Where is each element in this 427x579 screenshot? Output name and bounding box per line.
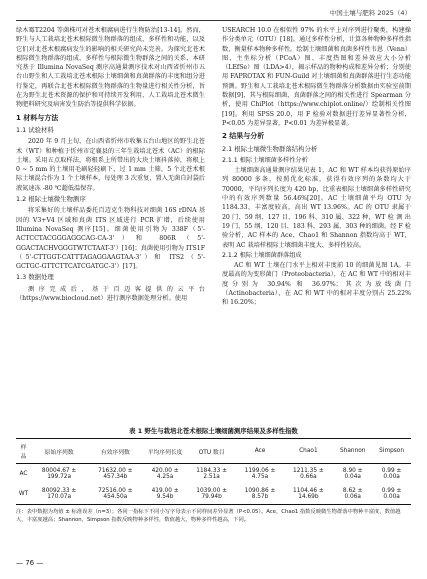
table-cell: AC [19, 471, 28, 477]
table-cell: 0.99 ± 0.00a [381, 488, 402, 500]
table-cell: 419.00 ± 9.54b [151, 488, 179, 500]
table-header-cell: Chao1 [299, 448, 318, 454]
subsection-heading: 2.1 根际土壤微生物群落结构分析 [222, 144, 318, 153]
table-header-cell: 原始序列数 [44, 449, 74, 456]
paragraph: USEARCH 10.0 在相似性 97% 的水平上对序列进行聚类，构建操作分类单元（OTU）[18]。通过多样性分析，计算各种物种多样性指数，衡量样本物种多样性。绘制土壤细菌和真菌多样性韦恩（Venn）图、主坐标分析（PCoA）图、丰度热图和差异效应大小分析（LEfSe）图（LDA>4），揭示样品的物种构成和差异分析；分别使用 FAPROTAX 和 FUN-Guild 对土壤细菌和真菌群落进行生态功能预测。野生和人工栽培北苍术根际微生物群落分析数据由实验室前期数据[9]，其与根际细菌、真菌群落之间的相关性进行 Spearman 分析，使用 ChiPlot（https://www.chiplot.online/）绘制相关性图[19]。利用 SPSS 20.0，用 F 检验对数据进行差异显著性分析，P<0.05 为差异显著，P<0.01 为差异极显著。 [222, 27, 411, 127]
table-cell: 80092.33 ± 170.07a [41, 488, 77, 500]
table-row [16, 484, 411, 505]
table-cell: 1199.06 ± 4.75a [244, 468, 276, 480]
table-header-cell: Shannon [339, 448, 366, 454]
table-header-cell: Simpson [379, 448, 405, 454]
header-rule [16, 20, 411, 21]
section-heading: 1 材料与方法 [16, 113, 59, 122]
table-cell: 1090.86 ± 8.57b [244, 488, 276, 500]
subsubsection-heading: 2.1.2 根际土壤细菌群落组成 [222, 251, 302, 259]
paragraph: AC 和 WT 土壤在门水平上相对丰度前 10 的细菌见图 1A。丰度最高的为变形菌门（Proteobacteria），在 AC 和 WT 中的相对丰度分别为 30.94% 和 36.97%；其次为放线菌门（Actinobacteria），在 AC 和 WT 中的相对丰度分别占 25.22% 和 16.20%； [222, 262, 411, 307]
table-cell: 1104.46 ± 14.69b [293, 488, 324, 500]
paragraph: 绿木霉T2204 等菌株可对苍术根腐病进行生物防治[13-14]。然而，野生与人工栽培北苍术根际微生物群落的组成、多样性和功能，以及它们对北苍术根腐病发生的影响的相关研究尚未完善。为探究北苍术根际微生物群落的组成、多样性与根际微生物群落之间的关系，本研究基于 Illumina NovaSeq 测序高通量测序技术对山西省忻州市五台山野生和人工栽培北苍术根际土壤细菌和真菌群落的丰度和组分进行鉴定，再联合北苍术根际微生物群落的生物量进行相关性分析，旨在为野生北苍术资源的保护和可持续开发利用、人工栽培北苍术微生物肥料研究及病害发生防治等提供科学依据。 [16, 27, 205, 109]
left-column [16, 26, 205, 304]
paragraph: 将采集好的土壤样品委托百迈克生物科技对细菌 16S rDNA 基因的 V3+V4 区域和真菌 ITS 区域进行 PCR 扩增，后续使用 Illumina NovaSeq 测序[15]。细菌使用引物为 338F（5'-ACTCCTACGGGAGGCAG-CA-3'）和 806R（5'-GGACTACHVGGGTWTCTAAT-3'）[16]；真菌使用引物为 ITS1F（5'-CTTGGT-CATTTAGAGGAAGTAA-3'）和 ITS2（5'-GCTGC-GTTCTTCATCGATGC-3'）[17]。 [16, 207, 205, 271]
table-cell: 1184.33 ± 2.51a [196, 468, 227, 480]
subsubsection-heading: 2.1.1 根际土壤细菌多样性分析 [222, 156, 308, 164]
page-number: — 76 — [16, 559, 44, 567]
running-header: 中国土壤与肥料 2025（4） [329, 9, 411, 17]
right-column [222, 26, 411, 309]
subsection-heading: 1.1 试验材料 [16, 125, 54, 134]
table-header-cell: OTU 数目 [198, 449, 225, 456]
subsection-heading: 1.3 数据处理 [16, 273, 54, 282]
table-cell: 1039.00 ± 79.94b [196, 488, 227, 500]
table-cell: 1211.35 ± 0.66a [293, 468, 324, 480]
table-header-cell: 平均序列长度 [147, 449, 183, 456]
table-cell: 72516.00 ± 454.50a [98, 488, 133, 500]
table-cell: 71632.00 ± 457.34b [98, 468, 133, 480]
table-cell: WT [18, 491, 29, 497]
paragraph: 测序完成后，基于百迈客提供的云平台（https://www.biocloud.net）进行测序数据处理分析。使用 [16, 285, 205, 303]
table-header-cell: 样品 [20, 445, 27, 460]
table-cell: 80004.67 ± 199.72a [41, 468, 77, 480]
table-1 [16, 426, 411, 524]
table-header-cell: Ace [254, 448, 266, 454]
section-heading: 2 结果与分析 [222, 132, 265, 141]
table-title: 表 1 野生与栽培北苍术根际土壤细菌测序结果及多样性指数 [129, 427, 298, 435]
subsection-heading: 1.2 根际土壤微生物测序 [16, 195, 86, 204]
sequencing-results-table [16, 438, 411, 505]
table-cell: 8.90 ± 0.04a [342, 468, 363, 480]
table-cell: 420.00 ± 4.25a [151, 468, 179, 480]
table-cell: 8.62 ± 0.06a [342, 488, 363, 500]
paragraph: 2020 年 9 月上旬，在山西省忻州市收集五台山地区的野生北苍术（WT）和种植于忻州市定襄县的三年生栽培北苍术（AC）的根际土壤。采用五点取样法，将根系上所带出的大块土壤抖落掉，将根上 0 ~ 5 mm 的土壤用毛刷轻轻刷下，过 1 mm 土筛，5 个北苍术根际土壤混合作为 1 个土壤样本，每处理 3 次重复，置入无菌自封袋后液氮速冻 -80 ℃超低温保存。 [16, 138, 205, 192]
table-header-cell: 有效序列数 [100, 449, 130, 456]
table-row [16, 464, 411, 485]
table-cell: 0.99 ± 0.00a [381, 468, 402, 480]
table-note: 注：表中数据为均值 ± 标准误差（n=3）；各同一指标下不同小写字母表示不同样间差异显著（P<0.05）。Ace，Chao1 指数反映微生物群落中物种丰富度，数值越大，丰富度越高；Shannon，Simpson 指数反映物种多样性，数值越大，物种多样性越高，下同。 [16, 509, 401, 523]
paragraph: 土壤细菌高通量测序结果见表 1，AC 和 WT 样本均获得原始序列 80000 多条，按照优化标准，获得有效序列的条数均大于 70000，平均序列长度为 420 bp，比重表根际土壤细菌多样性研究中的有效序列数量 56.46%[20]。AC 土壤细菌平均 OTU 为 1184.33，丰富度较高，高出 WT 13.96%。AC 的 OTU 隶属于 20 门、59 纲、127 目、196 科、310 属、322 种，WT 检 测 出 19 门、55 纲、120 目、183 科、293 属、303 种的细菌。经 F 检验分析，AC 样本的 Ace、Chao1 和 Shannon 指数均高于 WT，表明 AC 栽培样根际土壤细菌丰度大、多样性较高。 [222, 167, 411, 249]
table-header-row [16, 439, 411, 464]
